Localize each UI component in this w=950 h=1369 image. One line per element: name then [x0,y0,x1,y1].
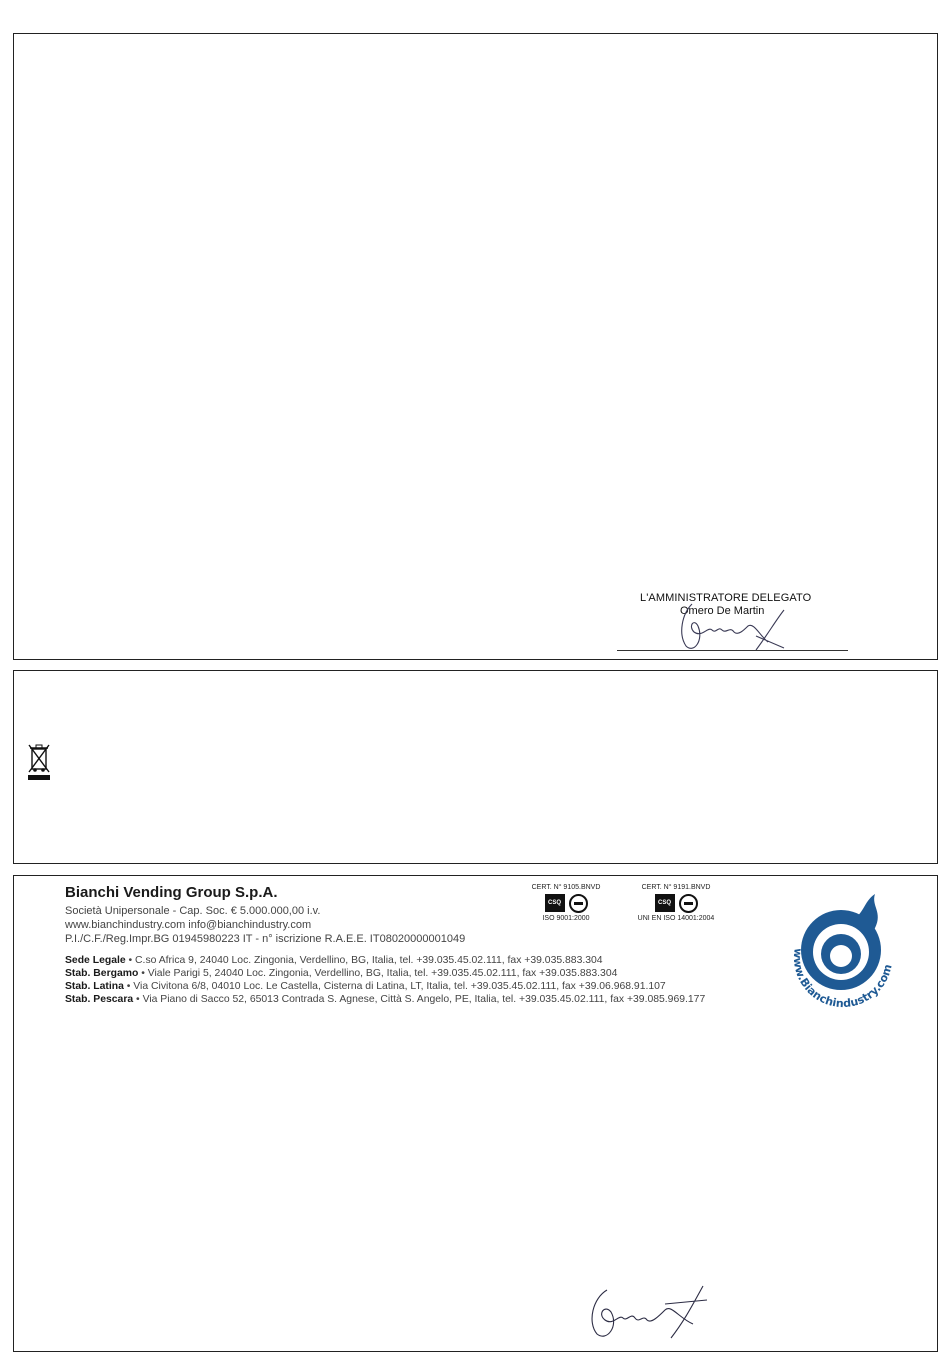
bianchindustry-logo [779,888,909,1018]
company-name: Bianchi Vending Group S.p.A. [65,884,278,901]
site-item: Stab. Bergamo • Viale Parigi 5, 24040 Loc. Zingonia, Verdellino, BG, Italia, tel. +39.035.45.02.111, fax +39.035.883.304 [65,968,618,979]
site-item: Stab. Latina • Via Civitona 6/8, 04010 Loc. Le Castella, Cisterna di Latina, LT, Italia, tel. +39.035.45.02.111, fax +39.06.968.91.107 [65,981,666,992]
company-registration: P.I./C.F./Reg.Impr.BG 01945980223 IT - n° iscrizione R.A.E.E. IT08020000001049 [65,933,466,945]
certificate-number: CERT. N° 9191.BNVD [641,884,711,891]
certification-badge [631,884,721,922]
crossed-out-wheelie-bin-icon [26,741,52,781]
handwritten-signature [664,596,804,656]
company-capital: Società Unipersonale - Cap. Soc. € 5.000.000,00 i.v. [65,905,321,917]
site-list [65,954,805,1006]
iqnet-logo-icon [569,894,588,913]
disposal-notice-box [13,670,938,864]
signatory-name: Omero De Martin [680,605,765,617]
company-info-box [13,875,938,1352]
company-web: www.bianchindustry.com info@bianchindustry.com [65,919,312,931]
certificate-standard: ISO 9001:2000 [542,915,590,922]
certificate-standard: UNI EN ISO 14001:2004 [637,915,715,922]
signature-line [617,650,848,651]
site-item: Sede Legale • C.so Africa 9, 24040 Loc. Zingonia, Verdellino, BG, Italia, tel. +39.035.45.02.111, fax +39.035.883.304 [65,955,603,966]
svg-text:www.Bianchindustry.com: www.Bianchindustry.com [790,947,895,1011]
site-item: Stab. Pescara • Via Piano di Sacco 52, 65013 Contrada S. Agnese, Città S. Angelo, PE, Italia, tel. +39.035.45.02.111, fax +39.085.969.177 [65,994,706,1005]
certification-badge [521,884,611,922]
csq-logo-icon: CSQ [655,894,675,912]
signatory-title: L'AMMINISTRATORE DELEGATO [640,592,812,604]
declaration-box [13,33,938,660]
handwritten-signature [567,1280,717,1342]
certificate-number: CERT. N° 9105.BNVD [531,884,601,891]
iqnet-logo-icon [679,894,698,913]
csq-logo-icon: CSQ [545,894,565,912]
